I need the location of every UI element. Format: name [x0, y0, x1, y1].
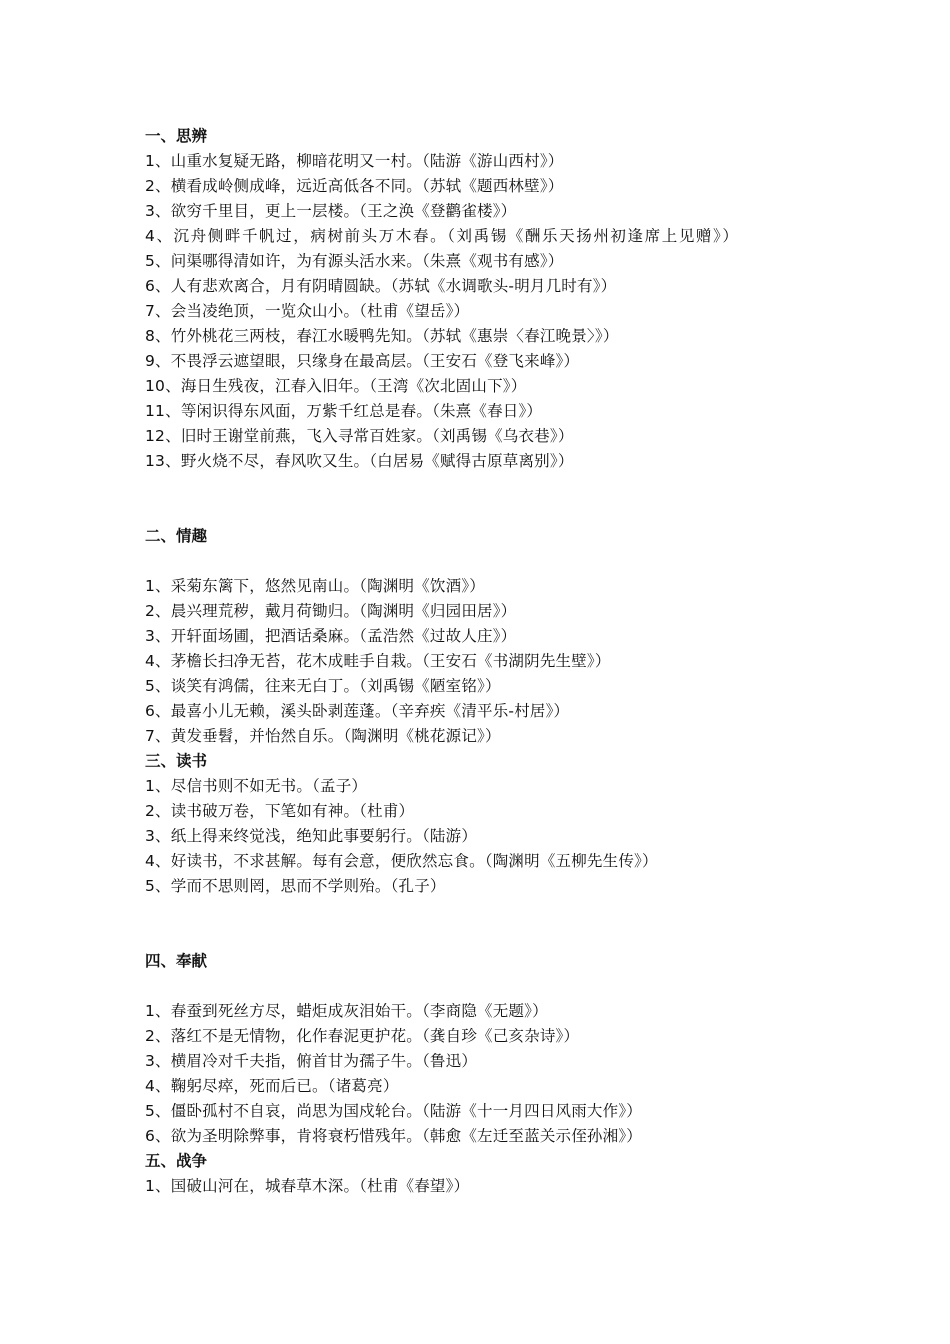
list-item: 3、开轩面场圃，把酒话桑麻。（孟浩然《过故人庄》）: [145, 627, 517, 645]
list-item: 8、竹外桃花三两枝，春江水暖鸭先知。（苏轼《惠崇〈春江晚景〉》）: [145, 327, 619, 345]
list-item: 4、沉舟侧畔千帆过，病树前头万木春。（刘禹锡《酬乐天扬州初逢席上见赠》）: [145, 227, 740, 245]
section-spacer: [145, 474, 815, 524]
list-item: 2、横看成岭侧成峰，远近高低各不同。（苏轼《题西林壁》）: [145, 177, 564, 195]
list-item: 1、采菊东篱下，悠然见南山。（陶渊明《饮酒》）: [145, 577, 485, 595]
list-item: 5、谈笑有鸿儒，往来无白丁。（刘禹锡《陋室铭》）: [145, 677, 501, 695]
list-item: 3、欲穷千里目，更上一层楼。（王之涣《登鹳雀楼》）: [145, 202, 517, 220]
list-item: 2、落红不是无情物，化作春泥更护花。（龚自珍《己亥杂诗》）: [145, 1027, 580, 1045]
list-item: 1、山重水复疑无路，柳暗花明又一村。（陆游《游山西村》）: [145, 152, 564, 170]
list-item: 12、旧时王谢堂前燕，飞入寻常百姓家。（刘禹锡《乌衣巷》）: [145, 427, 574, 445]
list-item: 4、茅檐长扫净无苔，花木成畦手自栽。（王安石《书湖阴先生壁》）: [145, 652, 611, 670]
list-item: 9、不畏浮云遮望眼，只缘身在最高层。（王安石《登飞来峰》）: [145, 352, 580, 370]
list-item: 7、黄发垂髫，并怡然自乐。（陶渊明《桃花源记》）: [145, 727, 501, 745]
list-item: 3、纸上得来终觉浅，绝知此事要躬行。（陆游）: [145, 827, 478, 845]
list-item: 4、鞠躬尽瘁，死而后已。（诸葛亮）: [145, 1077, 399, 1095]
list-item: 1、尽信书则不如无书。（孟子）: [145, 777, 368, 795]
list-item: 1、春蚕到死丝方尽，蜡炬成灰泪始干。（李商隐《无题》）: [145, 1002, 548, 1020]
list-item: 6、人有悲欢离合，月有阴晴圆缺。（苏轼《水调歌头-明月几时有》）: [145, 277, 617, 295]
list-item: 11、等闲识得东风面，万紫千红总是春。（朱熹《春日》）: [145, 402, 543, 420]
list-item: 4、好读书，不求甚解。每有会意，便欣然忘食。（陶渊明《五柳先生传》）: [145, 852, 658, 870]
list-item: 7、会当凌绝顶，一览众山小。（杜甫《望岳》）: [145, 302, 470, 320]
section-heading-qingqu: 二、情趣: [145, 527, 208, 545]
list-item: 2、晨兴理荒秽，戴月荷锄归。（陶渊明《归园田居》）: [145, 602, 517, 620]
list-item: 13、野火烧不尽，春风吹又生。（白居易《赋得古原草离别》）: [145, 452, 574, 470]
list-item: 5、僵卧孤村不自哀，尚思为国戍轮台。（陆游《十一月四日风雨大作》）: [145, 1102, 642, 1120]
list-item: 3、横眉冷对千夫指，俯首甘为孺子牛。（鲁迅）: [145, 1052, 478, 1070]
document-body: [145, 124, 815, 1199]
section-heading-sibian: 一、思辨: [145, 127, 208, 145]
section-heading-dushu: 三、读书: [145, 752, 208, 770]
section-heading-zhanzheng: 五、战争: [145, 1152, 208, 1170]
section-spacer: [145, 549, 815, 574]
list-item: 6、欲为圣明除弊事，肯将衰朽惜残年。（韩愈《左迁至蓝关示侄孙湘》）: [145, 1127, 642, 1145]
list-item: 6、最喜小儿无赖，溪头卧剥莲蓬。（辛弃疾《清平乐-村居》）: [145, 702, 570, 720]
list-item: 5、学而不思则罔，思而不学则殆。（孔子）: [145, 877, 446, 895]
list-item: 1、国破山河在，城春草木深。（杜甫《春望》）: [145, 1177, 470, 1195]
list-item: 10、海日生残夜，江春入旧年。（王湾《次北固山下》）: [145, 377, 527, 395]
section-spacer: [145, 899, 815, 949]
list-item: 5、问渠哪得清如许，为有源头活水来。（朱熹《观书有感》）: [145, 252, 564, 270]
list-item: 2、读书破万卷，下笔如有神。（杜甫）: [145, 802, 415, 820]
section-spacer: [145, 974, 815, 999]
section-heading-fengxian: 四、奉献: [145, 952, 208, 970]
